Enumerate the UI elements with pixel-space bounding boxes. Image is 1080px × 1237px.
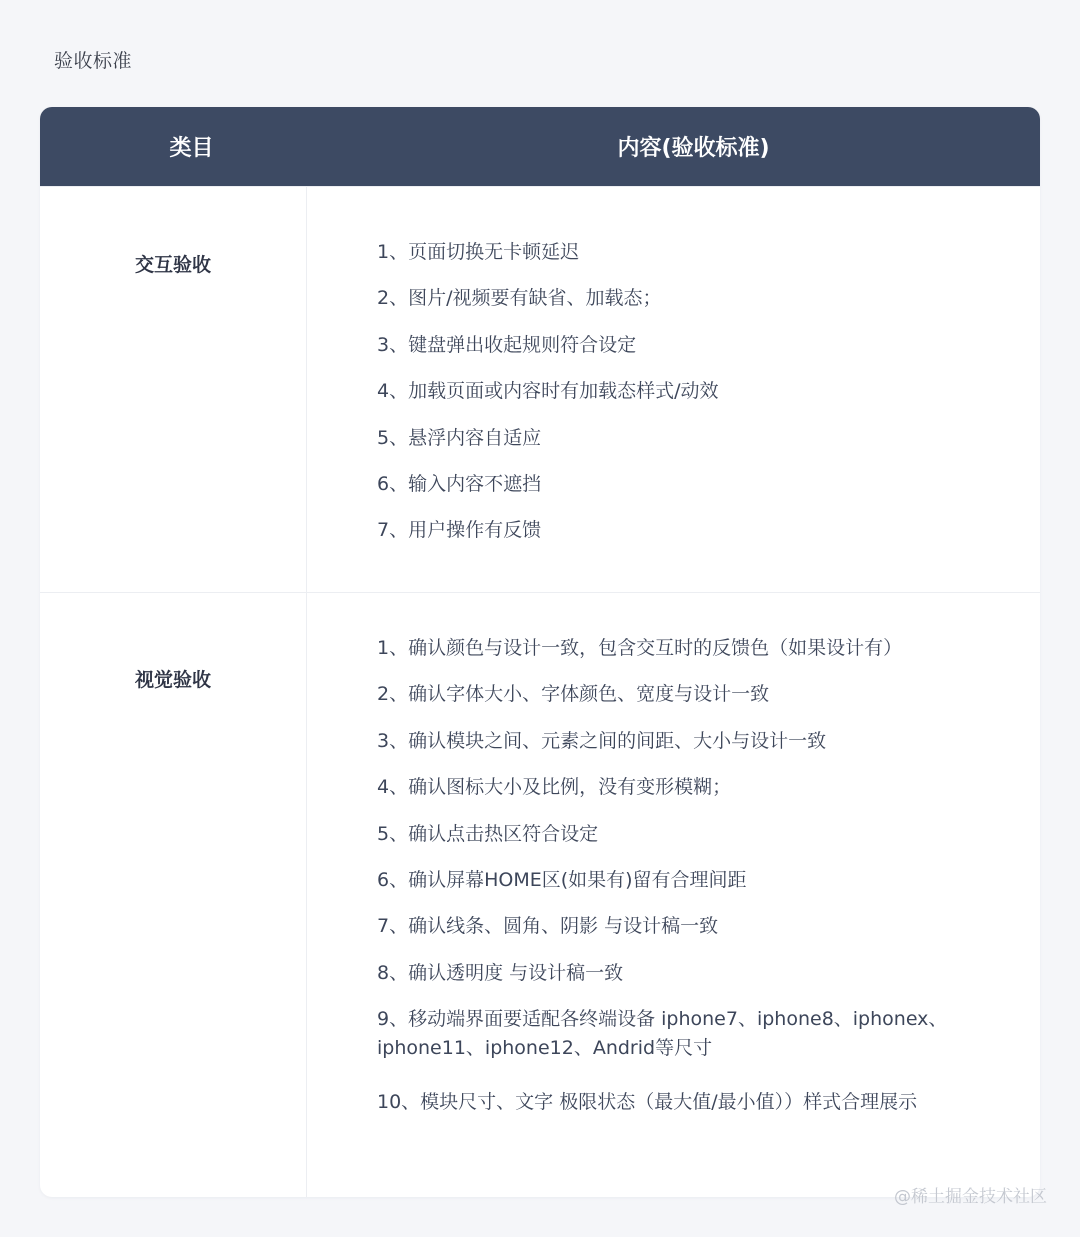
list-item: 5、确认点击热区符合设定 [377, 822, 599, 845]
table-row-visual [40, 592, 1040, 1197]
list-item: 6、确认屏幕HOME区(如果有)留有合理间距 [377, 868, 747, 891]
table-header [40, 107, 1040, 186]
acceptance-criteria-table [40, 107, 1040, 1197]
list-item: 10、模块尺寸、文字 极限状态（最大值/最小值））样式合理展示 [377, 1091, 918, 1114]
list-item: 2、图片/视频要有缺省、加载态； [377, 287, 662, 310]
list-item: 8、确认透明度 与设计稿一致 [377, 961, 624, 984]
row-category-visual: 视觉验收 [40, 593, 307, 1197]
row-items-interaction [307, 187, 1040, 592]
list-item: 4、确认图标大小及比例，没有变形模糊； [377, 776, 732, 799]
list-item: 2、确认字体大小、字体颜色、宽度与设计一致 [377, 683, 770, 706]
list-item: 7、用户操作有反馈 [377, 519, 542, 542]
section-title: 验收标准 [54, 50, 133, 72]
watermark: @稀土掘金技术社区 [894, 1187, 1047, 1207]
table-row-interaction [40, 186, 1040, 592]
list-item: 3、确认模块之间、元素之间的间距、大小与设计一致 [377, 729, 827, 752]
list-item: 4、加载页面或内容时有加载态样式/动效 [377, 380, 719, 403]
list-item: 6、输入内容不遮挡 [377, 472, 542, 495]
header-category: 类目 [169, 136, 214, 161]
row-items-visual [307, 593, 1040, 1197]
list-item: 9、移动端界面要适配各终端设备 iphone7、iphone8、iphonex、iphone11、iphone12、Andrid等尺寸 [377, 1008, 948, 1060]
list-item: 1、页面切换无卡顿延迟 [377, 241, 580, 263]
list-item: 5、悬浮内容自适应 [377, 426, 542, 449]
list-item: 1、确认颜色与设计一致，包含交互时的反馈色（如果设计有） [377, 637, 903, 659]
row-category-interaction: 交互验收 [40, 187, 307, 592]
header-content: 内容(验收标准) [617, 136, 770, 161]
list-item: 7、确认线条、圆角、阴影 与设计稿一致 [377, 915, 719, 938]
list-item: 3、键盘弹出收起规则符合设定 [377, 333, 637, 356]
